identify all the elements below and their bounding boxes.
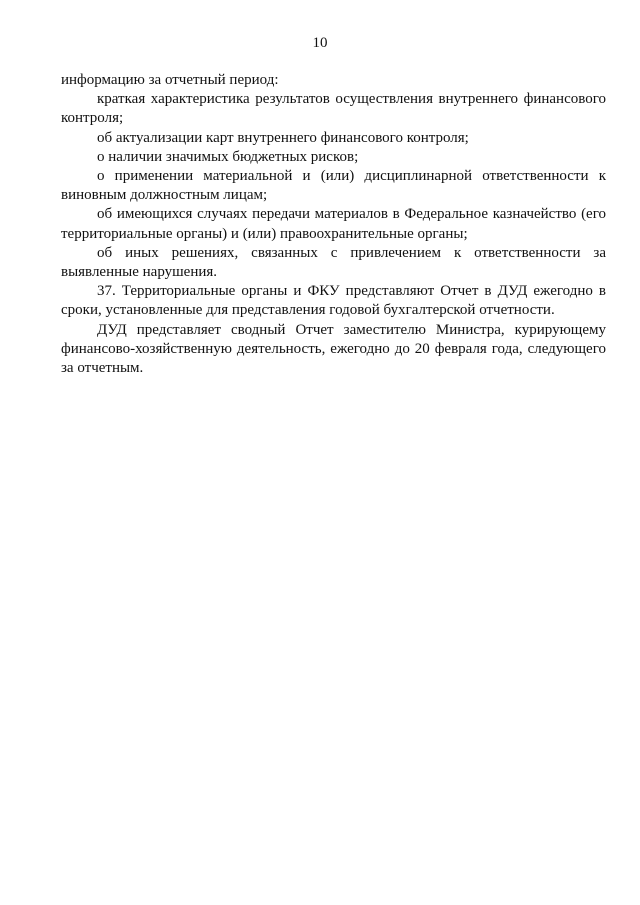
- list-item-liability: о применении материальной и (или) дисциплинарной ответственности к виновным должностным лицам;: [61, 168, 606, 204]
- page-number: 10: [312, 35, 328, 51]
- paragraph-37: 37. Территориальные органы и ФКУ представляют Отчет в ДУД ежегодно в сроки, установленные для представления годовой бухгалтерской отчетности.: [61, 283, 606, 319]
- list-item-results-summary: краткая характеристика результатов осуществления внутреннего финансового контроля;: [61, 91, 606, 127]
- list-item-materials-transfer: об имеющихся случаях передачи материалов в Федеральное казначейство (его территориальные органы) и (или) правоохранительные органы;: [61, 206, 606, 242]
- list-item-other-decisions: об иных решениях, связанных с привлечением к ответственности за выявленные нарушения.: [61, 244, 606, 281]
- paragraph-consolidated-report: ДУД представляет сводный Отчет заместителю Министра, курирующему финансово-хозяйственную деятельность, ежегодно до 20 февраля года, следующего за отчетным.: [61, 321, 606, 377]
- paragraph-intro: информацию за отчетный период:: [61, 72, 279, 88]
- list-item-control-maps: об актуализации карт внутреннего финансового контроля;: [97, 129, 469, 146]
- list-item-budget-risks: о наличии значимых бюджетных рисков;: [97, 148, 359, 165]
- document-body: [61, 71, 606, 378]
